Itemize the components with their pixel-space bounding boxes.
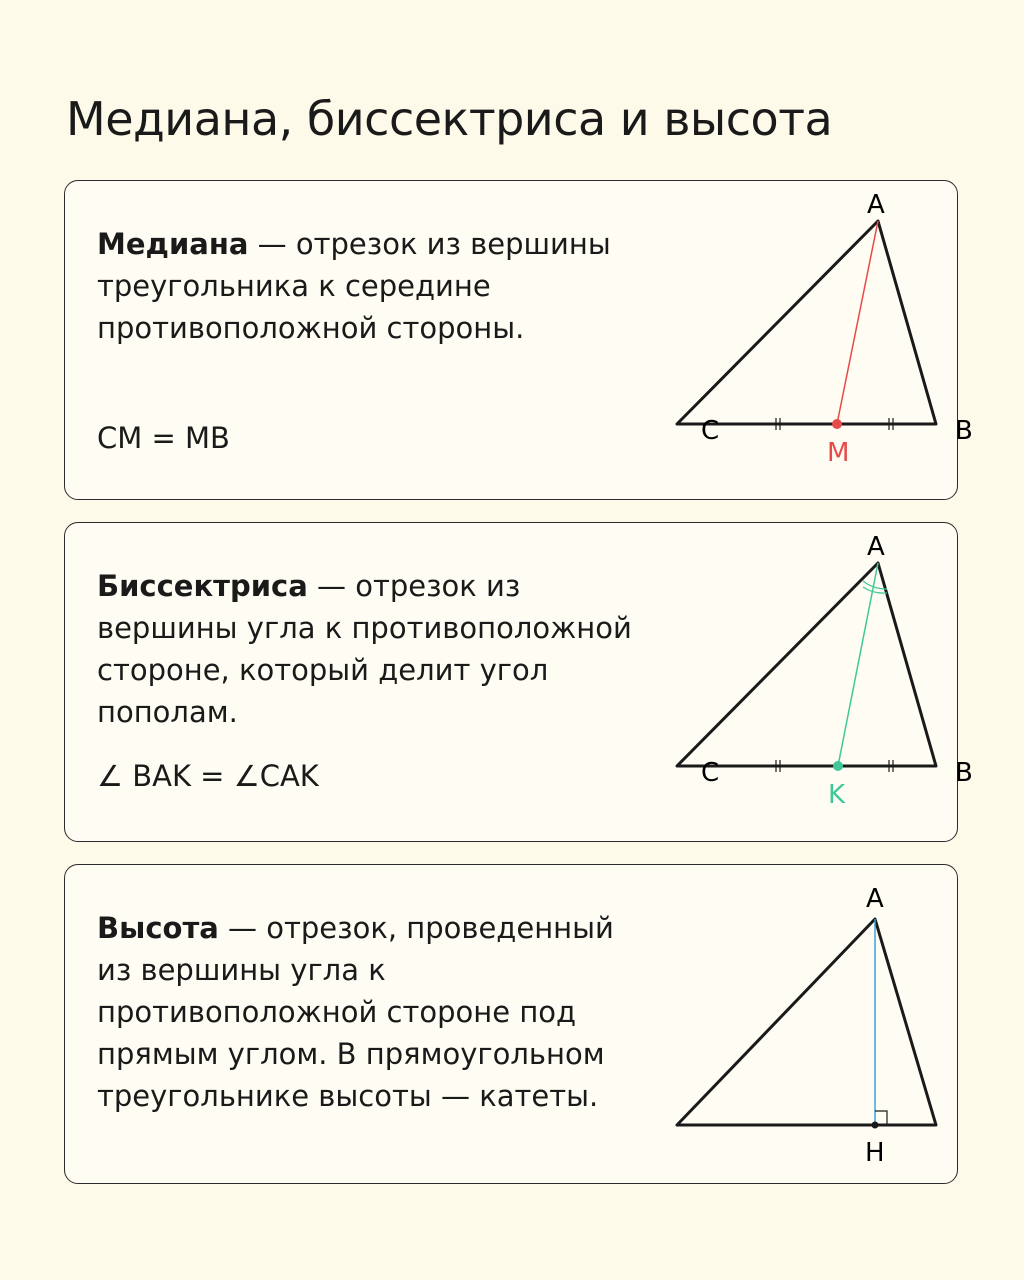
altitude-term: Высота (97, 911, 219, 945)
vertex-label-a: A (867, 532, 885, 562)
bisector-line (838, 563, 878, 766)
median-line (837, 221, 878, 424)
bisector-card (64, 522, 973, 842)
median-term: Медиана (97, 227, 249, 261)
point-label-m: M (827, 438, 850, 468)
median-formula: CM = MB (97, 421, 230, 455)
vertex-label-c: C (701, 758, 720, 788)
vertex-label-b: B (955, 758, 973, 788)
vertex-label-a: A (867, 190, 885, 220)
median-card (64, 180, 973, 500)
median-triangle-diagram (625, 181, 973, 501)
triangle-outline (677, 919, 936, 1125)
page-title: Медиана, биссектриса и высота (66, 92, 833, 146)
point-k (833, 761, 843, 771)
median-definition (97, 223, 657, 349)
bisector-term: Биссектриса (97, 569, 308, 603)
point-h (872, 1122, 879, 1129)
vertex-label-b: B (955, 416, 973, 446)
bisector-definition (97, 565, 657, 733)
altitude-card (64, 864, 958, 1184)
bisector-triangle-diagram (625, 523, 973, 843)
bisector-formula: ∠ BAK = ∠CAK (97, 759, 319, 793)
point-label-k: K (828, 780, 846, 810)
point-label-h: H (865, 1138, 885, 1168)
bisector-definition-text: — отрезок из вершины угла к противоположной стороне, который делит угол пополам. (97, 569, 632, 729)
median-definition-text: — отрезок из вершины треугольника к середине противоположной стороны. (97, 227, 611, 345)
altitude-definition-text: — отрезок, проведенный из вершины угла к противоположной стороне под прямым углом. В прямоугольном треугольнике высоты — катеты. (97, 911, 614, 1113)
altitude-definition (97, 907, 657, 1117)
triangle-outline (677, 563, 936, 766)
triangle-outline (677, 221, 936, 424)
vertex-label-a: A (866, 884, 884, 914)
midpoint-m (832, 419, 842, 429)
altitude-triangle-diagram (625, 865, 959, 1185)
vertex-label-c: C (701, 416, 720, 446)
